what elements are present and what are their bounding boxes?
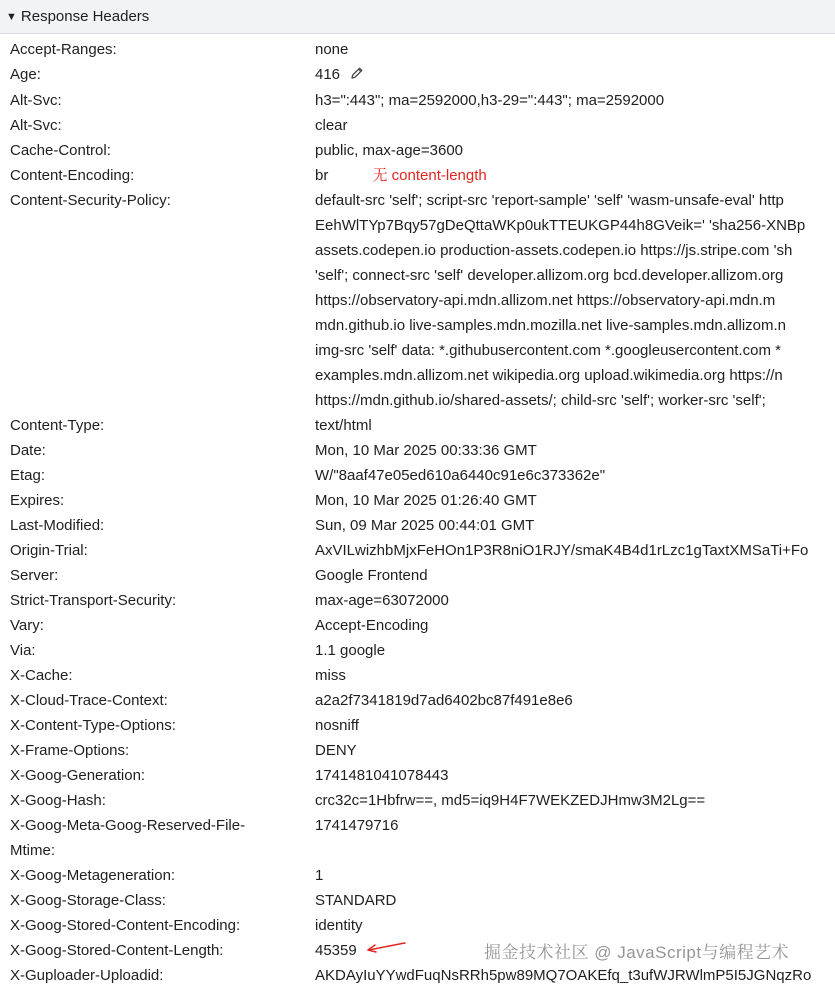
header-row-x-goog-stored-content-length bbox=[0, 938, 835, 964]
header-value: nosniff bbox=[315, 716, 359, 734]
header-row-alt-svc bbox=[0, 88, 835, 113]
header-name: X-Guploader-Uploadid: bbox=[10, 967, 164, 985]
header-name: Content-Security-Policy: bbox=[10, 191, 171, 209]
csp-line: https://observatory-api.mdn.allizom.net https://observatory-api.mdn.m bbox=[315, 291, 776, 309]
header-name: Origin-Trial: bbox=[10, 541, 88, 559]
header-value: STANDARD bbox=[315, 891, 397, 909]
header-name: X-Goog-Generation: bbox=[10, 766, 146, 784]
header-value: 1.1 google bbox=[315, 641, 386, 659]
header-name: X-Content-Type-Options: bbox=[10, 716, 176, 734]
header-row-x-goog-meta-reserved-file-mtime bbox=[0, 813, 835, 863]
header-row-x-goog-stored-content-encoding bbox=[0, 913, 835, 938]
csp-line: EehWlTYp7Bqy57gDeQttaWKp0ukTTEUKGP44h8GVeik=' 'sha256-XNBp bbox=[315, 216, 806, 234]
header-row-via bbox=[0, 638, 835, 663]
header-row-accept-ranges bbox=[0, 37, 835, 62]
header-value: 1741481041078443 bbox=[315, 766, 449, 784]
header-value: AxVILwizhbMjxFeHOn1P3R8niO1RJY/smaK4B4d1rLzc1gTaxtXMSaTi+Fo bbox=[315, 541, 809, 559]
header-value: Mon, 10 Mar 2025 00:33:36 GMT bbox=[315, 441, 537, 459]
header-row-content-encoding bbox=[0, 163, 835, 188]
header-row-x-guploader-uploadid bbox=[0, 963, 835, 986]
header-value: W/"8aaf47e05ed610a6440c91e6c373362e" bbox=[315, 466, 606, 484]
header-name: Expires: bbox=[10, 491, 65, 509]
csp-line: 'self'; connect-src 'self' developer.allizom.org bcd.developer.allizom.org bbox=[315, 266, 784, 284]
header-value: h3=":443"; ma=2592000,h3-29=":443"; ma=2592000 bbox=[315, 91, 665, 109]
header-row-content-type bbox=[0, 413, 835, 438]
header-row-x-goog-storage-class bbox=[0, 888, 835, 913]
header-row-x-frame-options bbox=[0, 738, 835, 763]
header-name: X-Goog-Storage-Class: bbox=[10, 891, 166, 909]
header-value: identity bbox=[315, 916, 363, 934]
csp-line: assets.codepen.io production-assets.codepen.io https://js.stripe.com 'sh bbox=[315, 241, 793, 259]
header-value: AKDAyIuYYwdFuqNsRRh5pw89MQ7OAKEfq_t3ufWJRWlmP5I5JGNqzRo bbox=[315, 967, 812, 985]
header-name: Cache-Control: bbox=[10, 141, 111, 159]
csp-line: img-src 'self' data: *.githubusercontent.com *.googleusercontent.com * bbox=[315, 341, 781, 359]
header-row-x-goog-hash bbox=[0, 788, 835, 813]
red-arrow-icon bbox=[365, 938, 407, 963]
header-row-last-modified bbox=[0, 513, 835, 538]
header-value: crc32c=1Hbfrw==, md5=iq9H4F7WEKZEDJHmw3M2Lg== bbox=[315, 791, 706, 809]
header-value: br bbox=[315, 166, 329, 184]
header-name: X-Cloud-Trace-Context: bbox=[10, 691, 168, 709]
header-row-age bbox=[0, 62, 835, 88]
header-name: X-Goog-Metageneration: bbox=[10, 866, 176, 884]
header-name: Date: bbox=[10, 441, 46, 459]
header-row-expires bbox=[0, 488, 835, 513]
header-value-container bbox=[315, 163, 835, 188]
header-row-strict-transport-security bbox=[0, 588, 835, 613]
header-name: X-Cache: bbox=[10, 666, 73, 684]
header-name: Alt-Svc: bbox=[10, 116, 62, 134]
header-row-x-goog-generation bbox=[0, 763, 835, 788]
header-row-etag bbox=[0, 463, 835, 488]
header-name: Alt-Svc: bbox=[10, 91, 62, 109]
watermark: 掘金技术社区 @ JavaScript与编程艺术 bbox=[484, 943, 790, 962]
header-value: 45359 bbox=[315, 941, 357, 959]
header-row-alt-svc-clear bbox=[0, 113, 835, 138]
header-value-container bbox=[315, 62, 835, 88]
header-name: Content-Encoding: bbox=[10, 166, 135, 184]
header-row-x-cache bbox=[0, 663, 835, 688]
header-value: Accept-Encoding bbox=[315, 616, 429, 634]
header-value: public, max-age=3600 bbox=[315, 141, 464, 159]
header-name: X-Goog-Stored-Content-Encoding: bbox=[10, 916, 241, 934]
header-name: X-Goog-Hash: bbox=[10, 791, 106, 809]
header-row-vary bbox=[0, 613, 835, 638]
content-length-annotation: 无 content-length bbox=[372, 166, 487, 184]
response-headers-section-header[interactable] bbox=[0, 0, 835, 34]
triangle-down-icon[interactable]: ▼ bbox=[6, 10, 17, 23]
pencil-icon[interactable] bbox=[350, 63, 364, 88]
header-value-multiline bbox=[315, 188, 835, 413]
header-value-container bbox=[315, 938, 835, 964]
header-value: DENY bbox=[315, 741, 357, 759]
header-name: Vary: bbox=[10, 616, 44, 634]
header-name: X-Goog-Stored-Content-Length: bbox=[10, 941, 224, 959]
header-name: Strict-Transport-Security: bbox=[10, 591, 177, 609]
header-value: miss bbox=[315, 666, 346, 684]
section-title: Response Headers bbox=[20, 8, 150, 25]
header-row-date bbox=[0, 438, 835, 463]
header-row-content-security-policy bbox=[0, 188, 835, 413]
header-name: Age: bbox=[10, 66, 41, 83]
csp-line: mdn.github.io live-samples.mdn.mozilla.net live-samples.mdn.allizom.n bbox=[315, 316, 787, 334]
header-value: Mon, 10 Mar 2025 01:26:40 GMT bbox=[315, 491, 537, 509]
header-value: 416 bbox=[315, 66, 341, 83]
header-row-x-content-type-options bbox=[0, 713, 835, 738]
header-value: text/html bbox=[315, 416, 372, 434]
headers-list bbox=[0, 37, 835, 986]
header-name: Via: bbox=[10, 641, 36, 659]
header-row-x-goog-metageneration bbox=[0, 863, 835, 888]
header-value: max-age=63072000 bbox=[315, 591, 449, 609]
header-value: a2a2f7341819d7ad6402bc87f491e8e6 bbox=[315, 691, 573, 709]
header-name: Accept-Ranges: bbox=[10, 41, 117, 58]
header-value: Sun, 09 Mar 2025 00:44:01 GMT bbox=[315, 516, 535, 534]
header-name: X-Goog-Meta-Goog-Reserved-File-Mtime: bbox=[10, 816, 246, 859]
header-name: X-Frame-Options: bbox=[10, 741, 130, 759]
header-value: 1741479716 bbox=[315, 816, 399, 834]
header-name: Last-Modified: bbox=[10, 516, 105, 534]
header-row-server bbox=[0, 563, 835, 588]
header-row-x-cloud-trace-context bbox=[0, 688, 835, 713]
header-name: Content-Type: bbox=[10, 416, 105, 434]
header-value: 1 bbox=[315, 866, 324, 884]
csp-line: default-src 'self'; script-src 'report-sample' 'self' 'wasm-unsafe-eval' http bbox=[315, 191, 784, 209]
header-value: clear bbox=[315, 116, 348, 134]
header-row-cache-control bbox=[0, 138, 835, 163]
header-name: Server: bbox=[10, 566, 59, 584]
header-name: Etag: bbox=[10, 466, 46, 484]
csp-line: https://mdn.github.io/shared-assets/; child-src 'self'; worker-src 'self'; bbox=[315, 391, 766, 409]
header-value: Google Frontend bbox=[315, 566, 428, 584]
csp-line: examples.mdn.allizom.net wikipedia.org upload.wikimedia.org https://n bbox=[315, 366, 783, 384]
header-row-origin-trial bbox=[0, 538, 835, 563]
header-value: none bbox=[315, 41, 349, 58]
